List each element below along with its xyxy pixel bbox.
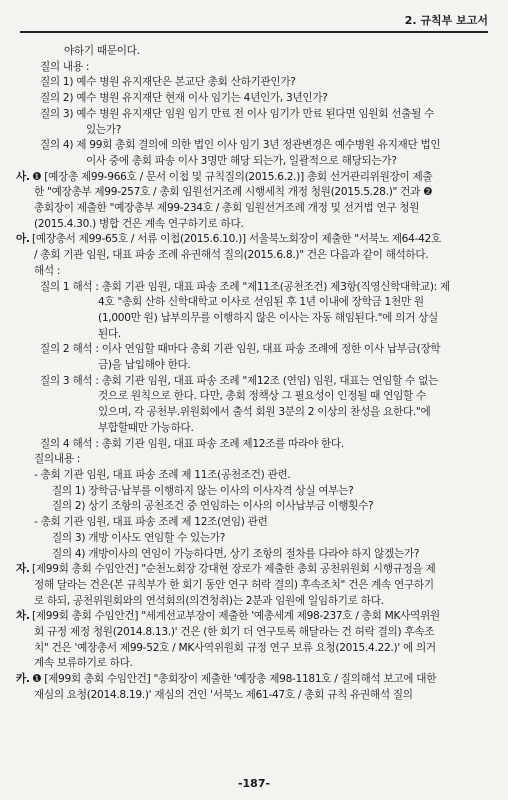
text-line: 질의 1) 장학금·납부를 이행하지 않는 이사의 이사자격 상실 여부는? [52,484,354,497]
text-line: 계속 보류하기로 하다. [34,657,133,670]
document-body [16,44,490,704]
text-line: 야하기 때문이다. [64,45,140,57]
text-line: 총회장이 제출한 "예장총부 제99-234호 / 총회 임원선거조례 개정 및 선거법 연구 청원 [34,202,420,215]
text-line: 것으로 원칙으로 한다. 다만, 총회 정책상 그 필요성이 인정될 때 연임할 수 [98,390,426,403]
item-marker: 차. [16,610,30,623]
text-line: 정해 달라는 건은(본 규칙부가 한 회기 동안 연구 허락 결의) 후속조치" 건은 계속 연구하기 [34,578,434,591]
text-line: 재심의 요청(2014.8.19.)' 재심의 건인 '서북노 제61-47호 / 총회 규칙 유권해석 질의 [34,688,413,701]
item-marker: 사. [16,170,30,183]
item-marker: 카. [16,673,30,686]
item-marker: 자. [16,563,30,576]
item-ka [16,672,490,688]
text-line: 로 하되, 공천위원회와의 연석회의(의견청취)는 2분과 임원에 일임하기로 하다. [34,594,384,607]
text-line: 부합할때만 가능하다. [98,421,194,434]
text-line: [예장총서 제99-65호 / 서류 이첩(2015.6.10.)] 서울북노회장이 제출한 "서북노 제64-42호 [32,233,441,246]
text-line: 된다. [98,327,121,340]
text-line: 질의 2) 상기 조항의 공천조건 중 연임하는 이사의 이사납부금 이행횟수? [52,500,374,513]
text-line: 해석 : [34,264,61,277]
text-line: 4호 "총회 산하 신학대학교 이사로 선임된 후 1년 이내에 장학금 1천만 원 [98,296,424,309]
text-line: 질의 1) 예수 병원 유지재단은 본교단 총회 산하기관인가? [40,76,296,89]
text-line: 질의 1 해석 : 총회 기관 임원, 대표 파송 조례 "제11조(공천조건) 제3항(직영신학대학교): 제 [40,280,450,293]
text-line: / 총회 기관 임원, 대표 파송 조례 유권해석 질의(2015.6.8.)" 건은 다음과 같이 해석하다. [34,249,429,262]
text-line: 질의 4) 개방이사의 연임이 가능하다면, 상기 조항의 절차를 다라야 하지 않겠는가? [52,547,420,560]
text-line: 질의 3) 개방 이사도 연임할 수 있는가? [52,531,226,544]
text-line: 질의 3) 예수 병원 유지재단 임원 임기 만료 전 이사 임기가 만료 된다면 임원회 선출될 수 [40,107,435,120]
item-sa [16,170,490,186]
text-line: (1,000만 원) 납부의무를 이행하지 않은 이사는 자동 해임된다."에 의거 상실 [98,311,438,324]
text-line: 있으며, 각 공천부.위원회에서 출석 회원 3분의 2 이상의 찬성을 요한다."에 [98,406,431,419]
text-line: 질의 4) 제 99회 총회 결의에 의한 법인 이사 임기 3년 정관변경은 예수병원 유지재단 법인 [40,139,441,152]
item-a [16,232,490,248]
text-line: 질의 4 해석 : 총회 기관 임원, 대표 파송 조례 제12조를 따라야 한다. [40,437,344,450]
text-line: 치" 건은 '예장총서 제99-52호 / MK사역위원회 규정 연구 보류 요청(2015.4.22.)' 에 의거 [34,641,436,654]
text-line: - 총회 기관 임원, 대표 파송 조례 제 12조(연임) 관련 [34,516,268,529]
item-cha [16,609,490,625]
text-line: 회 규정 제정 청원(2014.8.13.)' 건은 (한 회기 더 연구토록 해달라는 건 허락 결의) 후속조 [34,626,435,639]
text-line: 이사 중에 총회 파송 이사 3명만 해당 되는가, 일괄적으로 해당되는가? [86,154,397,167]
text-line: [제99회 총회 수임안건] "순천노회장 강대현 장로가 제출한 총회 공천위원회 시행규정을 제 [32,563,436,576]
text-line: 금)을 납입해야 한다. [98,359,191,372]
text-line: 질의 2) 예수 병원 유지재단 현재 이사 임기는 4년인가, 3년인가? [40,92,328,105]
text-line: ❶ [제99회 총회 수임안건] "총회장이 제출한 '예장총 제98-1181호 / 질의해석 보고에 대한 [32,673,437,686]
text-line: - 총회 기관 임원, 대표 파송 조례 제 11조(공천조건) 관련. [34,468,291,481]
text-line: 질의내용 : [34,453,81,466]
text-line: 질의 내용 : [40,60,90,73]
text-line: (2015.4.30.) 병합 건은 계속 연구하기로 하다. [34,217,244,230]
text-line: 한 "예장총부 제99-257호 / 총회 임원선거조례 시행세칙 개정 청원(2015.5.28.)" 건과 ❷ [34,186,433,199]
text-line: ❶ [예장총 제99-966호 / 문서 이첩 및 규칙질의(2015.6.2.)] 총회 선거관리위원장이 제출 [32,170,433,183]
item-ja [16,562,490,578]
text-line: 질의 3 해석 : 총회 기관 임원, 대표 파송 조례 "제12조 (연임) 임원, 대표는 연임할 수 없는 [40,374,438,387]
item-marker: 아. [16,233,30,246]
page-number: -187- [237,777,271,790]
text-line: [제99회 총회 수임안건] "세계선교부장이 제출한 '예총세계 제98-237호 / 총회 MK사역위원 [32,610,440,623]
section-header: 2. 규칙부 보고서 [20,12,488,33]
text-line: 질의 2 해석 : 이사 연임할 때마다 총회 기관 임원, 대표 파송 조례에 정한 이사 납부금(장학 [40,343,441,356]
text-line: 있는가? [86,123,122,136]
